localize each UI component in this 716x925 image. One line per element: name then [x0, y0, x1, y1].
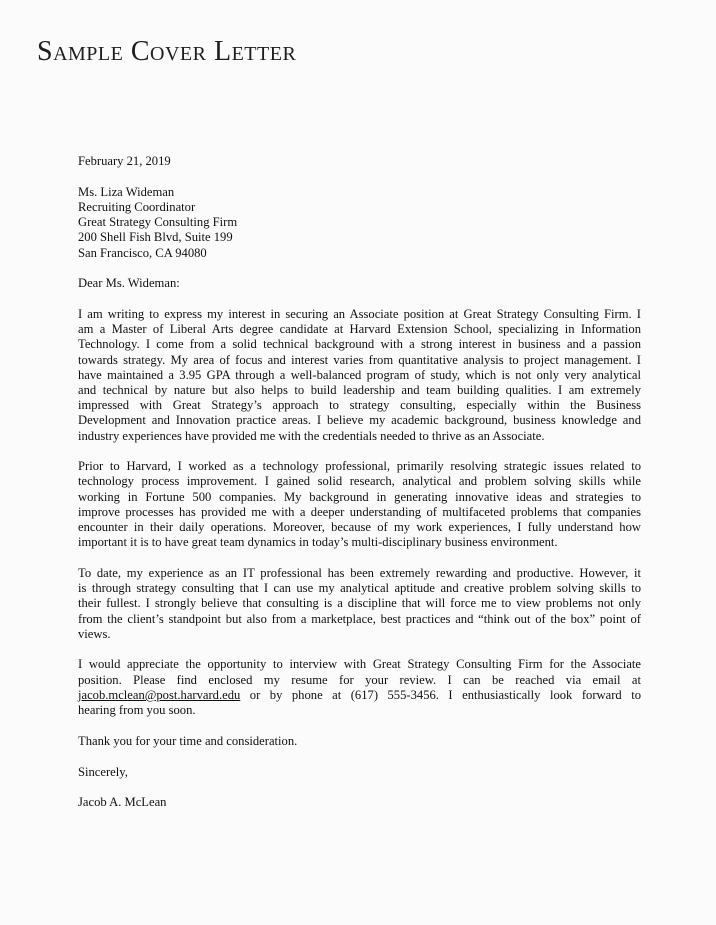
- paragraph-line: encounter in their daily operations. Moreover, because of my work experiences, I fully understand how: [78, 520, 641, 535]
- recipient-address: [78, 185, 641, 261]
- recipient-address-line1: 200 Shell Fish Blvd, Suite 199: [78, 230, 233, 245]
- paragraph-line: working in Fortune 500 companies. My background in generating innovative ideas and strategies to: [78, 489, 641, 504]
- paragraph-line: and technical by nature but also helps to build leadership and team building qualities. I am extremely: [78, 382, 641, 397]
- paragraph-line: views.: [78, 626, 111, 641]
- paragraph-1: [78, 307, 641, 444]
- paragraph-line: To date, my experience as an IT professional has been extremely rewarding and productive. However, it: [78, 565, 641, 580]
- paragraph-line: Prior to Harvard, I worked as a technology professional, primarily resolving strategic issues related to: [78, 459, 641, 474]
- paragraph-line: position. Please find enclosed my resume for your review. I can be reached via email at: [78, 672, 641, 687]
- signature-name: Jacob A. McLean: [78, 795, 167, 810]
- closing-line: Thank you for your time and consideration.: [78, 733, 298, 748]
- document-title: Sample Cover Letter: [37, 36, 297, 67]
- paragraph-line: technology process improvement. I gained solid research, analytical and problem solving skills while: [78, 474, 641, 489]
- paragraph-line: have maintained a 3.95 GPA through a well-balanced program of study, which is not only very analytical: [78, 367, 641, 382]
- paragraph-line: towards strategy. My area of focus and interest varies from quantitative analysis to project management. I: [78, 352, 641, 367]
- salutation: Dear Ms. Wideman:: [78, 276, 180, 291]
- paragraph-line: I would appreciate the opportunity to interview with Great Strategy Consulting Firm for the Associate: [78, 657, 641, 672]
- paragraph-line: from the client’s standpoint but also from a marketplace, best practices and “think out of the box” point of: [78, 611, 641, 626]
- recipient-name: Ms. Liza Wideman: [78, 184, 175, 199]
- paragraph-line: their fullest. I strongly believe that consulting is a discipline that will force me to view problems not only: [78, 596, 641, 611]
- paragraph-line: industry experiences have provided me with the credentials needed to thrive as an Associate.: [78, 428, 545, 443]
- recipient-role: Recruiting Coordinator: [78, 199, 196, 214]
- paragraph-line: important it is to have great team dynamics in today’s multi-disciplinary business environment.: [78, 535, 558, 550]
- letter-body: [78, 154, 641, 810]
- signoff: Sincerely,: [78, 764, 128, 779]
- paragraph-line: Development and Innovation practice areas. I believe my academic background, business knowledge and: [78, 413, 641, 428]
- recipient-company: Great Strategy Consulting Firm: [78, 215, 238, 230]
- letter-date: February 21, 2019: [78, 154, 171, 168]
- paragraph-line: is through strategy consulting that I can use my analytical aptitude and creative problem solving skills to: [78, 581, 641, 596]
- paragraph-line: Technology. I come from a solid technical background with a strong interest in business and a passion: [78, 337, 641, 352]
- email-link[interactable]: jacob.mclean@post.harvard.edu: [78, 687, 241, 702]
- paragraph-line: hearing from you soon.: [78, 703, 196, 718]
- paragraph-line-rest: or by phone at (617) 555-3456. I enthusiastically look forward to: [240, 687, 641, 702]
- paragraph-3: [78, 566, 641, 642]
- paragraph-2: [78, 459, 641, 550]
- recipient-address-line2: San Francisco, CA 94080: [78, 245, 207, 260]
- paragraph-line-with-email: [78, 688, 641, 703]
- paragraph-line: impressed with Great Strategy’s approach to strategy consulting, especially within the Business: [78, 398, 641, 413]
- paragraph-line: improve processes has provided me with a deeper understanding of multifaceted problems that companies: [78, 504, 641, 519]
- paragraph-line: am a Master of Liberal Arts degree candidate at Harvard Extension School, specializing in Information: [78, 322, 641, 337]
- paragraph-line: I am writing to express my interest in securing an Associate position at Great Strategy Consulting Firm. I: [78, 306, 641, 321]
- paragraph-4: [78, 657, 641, 718]
